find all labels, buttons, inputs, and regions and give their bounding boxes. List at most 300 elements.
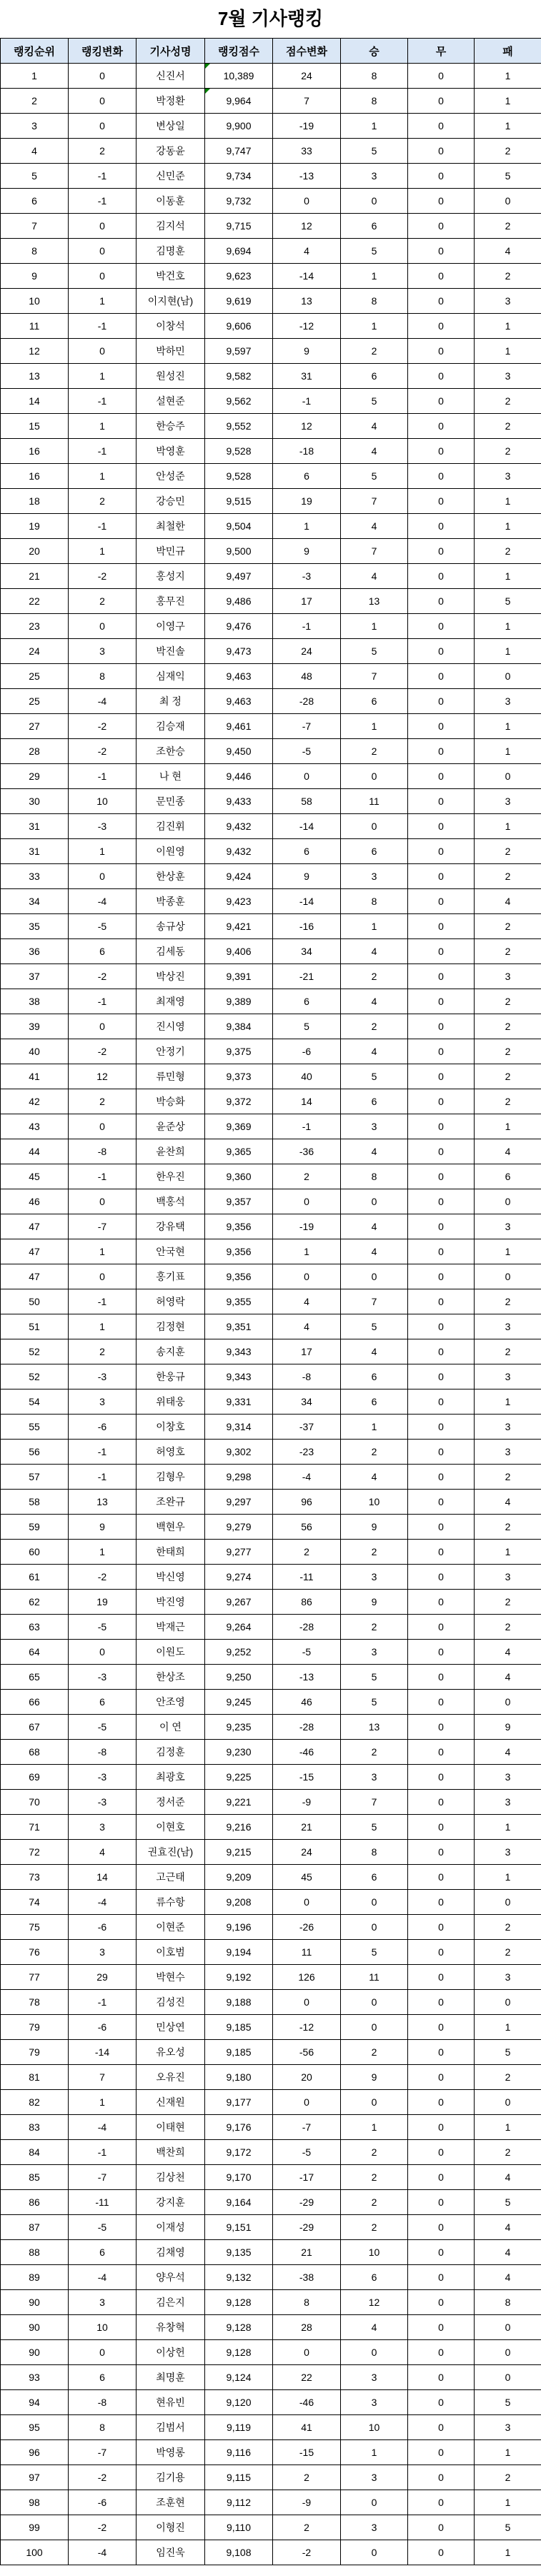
losses-cell: 2 — [475, 2465, 541, 2490]
score-cell: 9,176 — [205, 2115, 273, 2140]
rank-cell: 24 — [1, 639, 69, 664]
score-cell: 9,135 — [205, 2240, 273, 2265]
score-cell: 9,297 — [205, 1490, 273, 1515]
score-cell: 9,116 — [205, 2440, 273, 2465]
score-cell: 9,597 — [205, 339, 273, 364]
score-cell: 9,373 — [205, 1064, 273, 1089]
draws-cell: 0 — [408, 539, 475, 564]
losses-cell: 3 — [475, 1415, 541, 1440]
rank-change-cell: -1 — [69, 764, 137, 789]
losses-cell: 4 — [475, 889, 541, 914]
player-name-cell: 최철한 — [137, 514, 205, 539]
losses-cell: 4 — [475, 2265, 541, 2290]
wins-cell: 0 — [341, 2090, 408, 2115]
draws-cell: 0 — [408, 464, 475, 489]
col-header-player-name: 기사성명 — [137, 39, 205, 64]
score-change-cell: -9 — [273, 2490, 341, 2515]
player-name-cell: 문민종 — [137, 789, 205, 814]
table-row — [1, 2090, 541, 2115]
table-row — [1, 664, 541, 689]
wins-cell: 5 — [341, 1064, 408, 1089]
draws-cell: 0 — [408, 689, 475, 714]
score-cell: 9,372 — [205, 1089, 273, 1114]
wins-cell: 5 — [341, 239, 408, 264]
table-row — [1, 2215, 541, 2240]
draws-cell: 0 — [408, 2315, 475, 2340]
wins-cell: 6 — [341, 2265, 408, 2290]
rank-cell: 2 — [1, 89, 69, 114]
draws-cell: 0 — [408, 589, 475, 614]
draws-cell: 0 — [408, 1990, 475, 2015]
score-cell: 9,314 — [205, 1415, 273, 1440]
losses-cell: 3 — [475, 964, 541, 989]
draws-cell: 0 — [408, 1890, 475, 1915]
score-cell: 9,208 — [205, 1890, 273, 1915]
table-row — [1, 1164, 541, 1189]
score-cell: 9,552 — [205, 414, 273, 439]
rank-cell: 60 — [1, 1540, 69, 1565]
player-name-cell: 이지현(남) — [137, 289, 205, 314]
draws-cell: 0 — [408, 1039, 475, 1064]
rank-change-cell: -1 — [69, 989, 137, 1014]
rank-change-cell: 3 — [69, 1940, 137, 1965]
table-row — [1, 939, 541, 964]
score-change-cell: -2 — [273, 2540, 341, 2565]
draws-cell: 0 — [408, 489, 475, 514]
rank-cell: 62 — [1, 1590, 69, 1615]
losses-cell: 2 — [475, 1064, 541, 1089]
draws-cell: 0 — [408, 214, 475, 239]
wins-cell: 6 — [341, 1364, 408, 1389]
rank-cell: 66 — [1, 1690, 69, 1715]
rank-cell: 43 — [1, 1114, 69, 1139]
wins-cell: 4 — [341, 1039, 408, 1064]
score-change-cell: -5 — [273, 1640, 341, 1665]
losses-cell: 3 — [475, 1364, 541, 1389]
score-cell: 9,476 — [205, 614, 273, 639]
score-cell: 9,132 — [205, 2265, 273, 2290]
losses-cell: 3 — [475, 689, 541, 714]
table-row — [1, 839, 541, 864]
rank-change-cell: 0 — [69, 1640, 137, 1665]
rank-change-cell: -11 — [69, 2190, 137, 2215]
player-name-cell: 최명훈 — [137, 2365, 205, 2390]
score-cell: 9,375 — [205, 1039, 273, 1064]
rank-change-cell: 1 — [69, 1540, 137, 1565]
score-cell: 9,119 — [205, 2415, 273, 2440]
wins-cell: 6 — [341, 1389, 408, 1415]
rank-cell: 94 — [1, 2390, 69, 2415]
losses-cell: 4 — [475, 2215, 541, 2240]
col-header-score: 랭킹점수 — [205, 39, 273, 64]
player-name-cell: 강승민 — [137, 489, 205, 514]
draws-cell: 0 — [408, 2190, 475, 2215]
losses-cell: 8 — [475, 2290, 541, 2315]
losses-cell: 1 — [475, 1239, 541, 1264]
score-cell: 9,120 — [205, 2390, 273, 2415]
table-row — [1, 1415, 541, 1440]
header-row — [1, 39, 541, 64]
rank-change-cell: 1 — [69, 464, 137, 489]
losses-cell: 2 — [475, 1465, 541, 1490]
score-change-cell: -46 — [273, 1740, 341, 1765]
wins-cell: 4 — [341, 989, 408, 1014]
table-row — [1, 2465, 541, 2490]
player-name-cell: 박하민 — [137, 339, 205, 364]
losses-cell: 3 — [475, 1565, 541, 1590]
score-change-cell: -28 — [273, 1715, 341, 1740]
losses-cell: 3 — [475, 464, 541, 489]
losses-cell: 0 — [475, 1890, 541, 1915]
score-change-cell: -28 — [273, 1615, 341, 1640]
table-row — [1, 2515, 541, 2540]
rank-cell: 47 — [1, 1264, 69, 1289]
table-row — [1, 1139, 541, 1164]
score-cell: 9,694 — [205, 239, 273, 264]
player-name-cell: 백현우 — [137, 1515, 205, 1540]
rank-cell: 21 — [1, 564, 69, 589]
rank-cell: 54 — [1, 1389, 69, 1415]
rank-cell: 98 — [1, 2490, 69, 2515]
score-change-cell: -29 — [273, 2215, 341, 2240]
rank-change-cell: 0 — [69, 339, 137, 364]
rank-cell: 50 — [1, 1289, 69, 1314]
score-change-cell: 21 — [273, 2240, 341, 2265]
table-row — [1, 314, 541, 339]
draws-cell: 0 — [408, 814, 475, 839]
wins-cell: 5 — [341, 389, 408, 414]
table-row — [1, 2365, 541, 2390]
player-name-cell: 설현준 — [137, 389, 205, 414]
losses-cell: 2 — [475, 1339, 541, 1364]
col-header-draws: 무 — [408, 39, 475, 64]
score-cell: 9,515 — [205, 489, 273, 514]
rank-change-cell: -3 — [69, 1765, 137, 1790]
score-cell: 9,715 — [205, 214, 273, 239]
draws-cell: 0 — [408, 1840, 475, 1865]
score-change-cell: 31 — [273, 364, 341, 389]
draws-cell: 0 — [408, 1389, 475, 1415]
losses-cell: 4 — [475, 2165, 541, 2190]
score-cell: 9,356 — [205, 1214, 273, 1239]
table-row — [1, 1565, 541, 1590]
table-row — [1, 1590, 541, 1615]
wins-cell: 3 — [341, 2390, 408, 2415]
losses-cell: 3 — [475, 1314, 541, 1339]
player-name-cell: 정서준 — [137, 1790, 205, 1815]
score-change-cell: 46 — [273, 1690, 341, 1715]
score-cell: 9,473 — [205, 639, 273, 664]
player-name-cell: 이형진 — [137, 2515, 205, 2540]
score-cell: 9,235 — [205, 1715, 273, 1740]
rank-change-cell: -5 — [69, 2215, 137, 2240]
losses-cell: 5 — [475, 2515, 541, 2540]
rank-change-cell: 7 — [69, 2065, 137, 2090]
rank-change-cell: -2 — [69, 714, 137, 739]
score-change-cell: 0 — [273, 2090, 341, 2115]
player-name-cell: 박신영 — [137, 1565, 205, 1590]
rank-change-cell: 0 — [69, 614, 137, 639]
table-row — [1, 1915, 541, 1940]
player-name-cell: 최 정 — [137, 689, 205, 714]
score-change-cell: 13 — [273, 289, 341, 314]
table-row — [1, 139, 541, 164]
wins-cell: 1 — [341, 264, 408, 289]
losses-cell: 3 — [475, 1214, 541, 1239]
ranking-table — [0, 38, 541, 2565]
score-change-cell: 6 — [273, 839, 341, 864]
draws-cell: 0 — [408, 964, 475, 989]
wins-cell: 11 — [341, 1965, 408, 1990]
draws-cell: 0 — [408, 64, 475, 89]
player-name-cell: 이호범 — [137, 1940, 205, 1965]
table-row — [1, 764, 541, 789]
draws-cell: 0 — [408, 2440, 475, 2465]
rank-change-cell: 19 — [69, 1590, 137, 1615]
score-change-cell: 17 — [273, 589, 341, 614]
losses-cell: 1 — [475, 489, 541, 514]
table-row — [1, 339, 541, 364]
rank-cell: 90 — [1, 2315, 69, 2340]
wins-cell: 5 — [341, 639, 408, 664]
losses-cell: 0 — [475, 2340, 541, 2365]
player-name-cell: 안국현 — [137, 1239, 205, 1264]
losses-cell: 4 — [475, 1665, 541, 1690]
table-row — [1, 239, 541, 264]
losses-cell: 4 — [475, 2240, 541, 2265]
table-row — [1, 264, 541, 289]
player-name-cell: 박현수 — [137, 1965, 205, 1990]
table-row — [1, 2315, 541, 2340]
score-change-cell: -9 — [273, 1790, 341, 1815]
losses-cell: 2 — [475, 2140, 541, 2165]
wins-cell: 8 — [341, 1164, 408, 1189]
player-name-cell: 류민형 — [137, 1064, 205, 1089]
wins-cell: 6 — [341, 839, 408, 864]
score-change-cell: -29 — [273, 2190, 341, 2215]
rank-cell: 47 — [1, 1239, 69, 1264]
table-row — [1, 1890, 541, 1915]
wins-cell: 2 — [341, 2165, 408, 2190]
rank-change-cell: -2 — [69, 964, 137, 989]
table-row — [1, 2140, 541, 2165]
wins-cell: 1 — [341, 914, 408, 939]
rank-change-cell: -2 — [69, 564, 137, 589]
draws-cell: 0 — [408, 439, 475, 464]
draws-cell: 0 — [408, 1164, 475, 1189]
table-row — [1, 1765, 541, 1790]
rank-cell: 73 — [1, 1865, 69, 1890]
rank-cell: 79 — [1, 2040, 69, 2065]
table-row — [1, 1465, 541, 1490]
table-row — [1, 1965, 541, 1990]
table-row — [1, 2040, 541, 2065]
losses-cell: 1 — [475, 314, 541, 339]
table-row — [1, 1740, 541, 1765]
rank-cell: 51 — [1, 1314, 69, 1339]
rank-change-cell: -4 — [69, 689, 137, 714]
draws-cell: 0 — [408, 364, 475, 389]
wins-cell: 3 — [341, 1114, 408, 1139]
rank-change-cell: 0 — [69, 864, 137, 889]
score-change-cell: -5 — [273, 2140, 341, 2165]
losses-cell: 0 — [475, 1189, 541, 1214]
table-row — [1, 2390, 541, 2415]
player-name-cell: 권효진(남) — [137, 1840, 205, 1865]
rank-change-cell: -7 — [69, 2165, 137, 2190]
player-name-cell: 유창혁 — [137, 2315, 205, 2340]
player-name-cell: 이재성 — [137, 2215, 205, 2240]
draws-cell: 0 — [408, 1064, 475, 1089]
score-change-cell: -28 — [273, 689, 341, 714]
score-change-cell: 1 — [273, 1239, 341, 1264]
draws-cell: 0 — [408, 1790, 475, 1815]
player-name-cell: 김정현 — [137, 1314, 205, 1339]
draws-cell: 0 — [408, 914, 475, 939]
draws-cell: 0 — [408, 1465, 475, 1490]
rank-cell: 1 — [1, 64, 69, 89]
losses-cell: 1 — [475, 814, 541, 839]
rank-change-cell: -1 — [69, 439, 137, 464]
score-change-cell: 11 — [273, 1940, 341, 1965]
table-row — [1, 89, 541, 114]
score-change-cell: -4 — [273, 1465, 341, 1490]
losses-cell: 2 — [475, 439, 541, 464]
losses-cell: 3 — [475, 1440, 541, 1465]
rank-change-cell: 10 — [69, 789, 137, 814]
table-row — [1, 64, 541, 89]
rank-cell: 16 — [1, 439, 69, 464]
score-change-cell: 9 — [273, 864, 341, 889]
player-name-cell: 원성진 — [137, 364, 205, 389]
rank-change-cell: -2 — [69, 1565, 137, 1590]
rank-cell: 58 — [1, 1490, 69, 1515]
score-cell: 9,562 — [205, 389, 273, 414]
score-change-cell: -37 — [273, 1415, 341, 1440]
score-cell: 9,128 — [205, 2290, 273, 2315]
player-name-cell: 한태희 — [137, 1540, 205, 1565]
wins-cell: 4 — [341, 439, 408, 464]
rank-change-cell: 1 — [69, 2090, 137, 2115]
rank-change-cell: -6 — [69, 2015, 137, 2040]
score-change-cell: 2 — [273, 2515, 341, 2540]
losses-cell: 0 — [475, 189, 541, 214]
rank-change-cell: 1 — [69, 364, 137, 389]
player-name-cell: 이영구 — [137, 614, 205, 639]
rank-cell: 83 — [1, 2115, 69, 2140]
score-change-cell: 0 — [273, 1189, 341, 1214]
score-change-cell: 34 — [273, 1389, 341, 1415]
rank-change-cell: -4 — [69, 1890, 137, 1915]
rank-change-cell: 29 — [69, 1965, 137, 1990]
player-name-cell: 최광호 — [137, 1765, 205, 1790]
losses-cell: 2 — [475, 414, 541, 439]
player-name-cell: 강동윤 — [137, 139, 205, 164]
score-cell: 9,432 — [205, 839, 273, 864]
player-name-cell: 한웅규 — [137, 1364, 205, 1389]
losses-cell: 0 — [475, 1690, 541, 1715]
score-change-cell: 21 — [273, 1815, 341, 1840]
losses-cell: 2 — [475, 389, 541, 414]
score-cell: 9,343 — [205, 1364, 273, 1389]
score-change-cell: 4 — [273, 239, 341, 264]
wins-cell: 0 — [341, 1264, 408, 1289]
score-cell: 9,424 — [205, 864, 273, 889]
player-name-cell: 박정환 — [137, 89, 205, 114]
player-name-cell: 김승재 — [137, 714, 205, 739]
score-change-cell: 6 — [273, 464, 341, 489]
score-cell: 9,274 — [205, 1565, 273, 1590]
wins-cell: 5 — [341, 139, 408, 164]
player-name-cell: 진시영 — [137, 1014, 205, 1039]
rank-change-cell: -1 — [69, 1465, 137, 1490]
rank-cell: 7 — [1, 214, 69, 239]
draws-cell: 0 — [408, 664, 475, 689]
draws-cell: 0 — [408, 2115, 475, 2140]
score-change-cell: -16 — [273, 914, 341, 939]
table-row — [1, 1690, 541, 1715]
table-row — [1, 1089, 541, 1114]
table-row — [1, 1264, 541, 1289]
table-row — [1, 2540, 541, 2565]
player-name-cell: 고근태 — [137, 1865, 205, 1890]
rank-cell: 23 — [1, 614, 69, 639]
rank-cell: 34 — [1, 889, 69, 914]
score-change-cell: 34 — [273, 939, 341, 964]
score-change-cell: -1 — [273, 614, 341, 639]
score-change-cell: 45 — [273, 1865, 341, 1890]
rank-change-cell: 2 — [69, 139, 137, 164]
losses-cell: 1 — [475, 514, 541, 539]
score-cell: 9,245 — [205, 1690, 273, 1715]
wins-cell: 0 — [341, 2490, 408, 2515]
score-change-cell: 22 — [273, 2365, 341, 2390]
wins-cell: 1 — [341, 114, 408, 139]
losses-cell: 2 — [475, 1615, 541, 1640]
wins-cell: 0 — [341, 2015, 408, 2040]
score-cell: 9,450 — [205, 739, 273, 764]
rank-cell: 28 — [1, 739, 69, 764]
wins-cell: 4 — [341, 514, 408, 539]
score-change-cell: -7 — [273, 714, 341, 739]
draws-cell: 0 — [408, 1865, 475, 1890]
table-row — [1, 439, 541, 464]
table-row — [1, 114, 541, 139]
player-name-cell: 김범서 — [137, 2415, 205, 2440]
rank-cell: 15 — [1, 414, 69, 439]
draws-cell: 0 — [408, 1565, 475, 1590]
player-name-cell: 안성준 — [137, 464, 205, 489]
player-name-cell: 박영훈 — [137, 439, 205, 464]
score-cell: 9,747 — [205, 139, 273, 164]
table-row — [1, 1364, 541, 1389]
wins-cell: 3 — [341, 2365, 408, 2390]
rank-cell: 40 — [1, 1039, 69, 1064]
rank-change-cell: 14 — [69, 1865, 137, 1890]
score-cell: 9,302 — [205, 1440, 273, 1465]
table-row — [1, 464, 541, 489]
losses-cell: 1 — [475, 2490, 541, 2515]
score-change-cell: -38 — [273, 2265, 341, 2290]
table-row — [1, 914, 541, 939]
player-name-cell: 오유진 — [137, 2065, 205, 2090]
player-name-cell: 김은지 — [137, 2290, 205, 2315]
rank-change-cell: 6 — [69, 1690, 137, 1715]
wins-cell: 3 — [341, 2515, 408, 2540]
draws-cell: 0 — [408, 2490, 475, 2515]
wins-cell: 0 — [341, 764, 408, 789]
score-cell: 9,356 — [205, 1239, 273, 1264]
